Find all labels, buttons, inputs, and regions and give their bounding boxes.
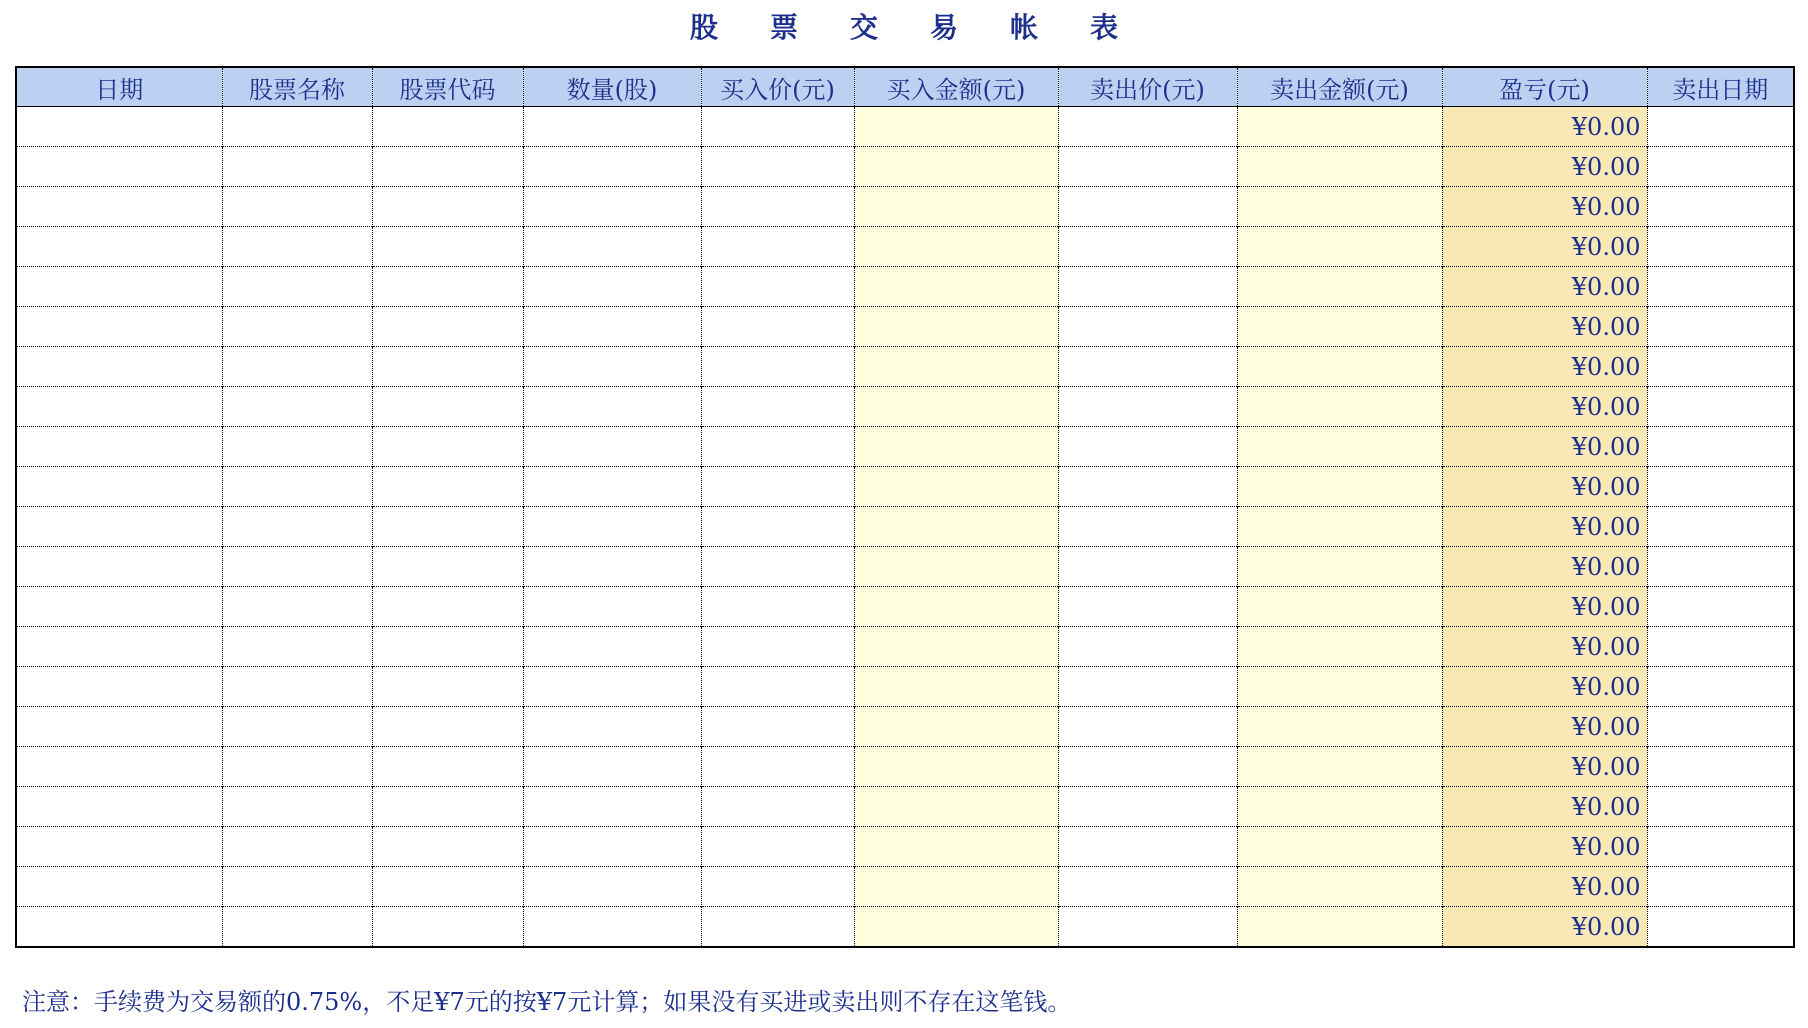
stock-name-cell[interactable] — [222, 867, 372, 907]
sell-date-cell[interactable] — [1647, 787, 1793, 827]
buy-amount-cell[interactable] — [854, 147, 1058, 187]
stock-code-cell[interactable] — [372, 387, 523, 427]
sell-price-cell[interactable] — [1058, 787, 1237, 827]
date-cell[interactable] — [17, 667, 222, 707]
sell-amount-cell[interactable] — [1237, 507, 1442, 547]
stock-code-cell[interactable] — [372, 707, 523, 747]
table-row — [17, 827, 1793, 867]
profit-loss-cell[interactable]: ¥0.00 — [1442, 667, 1647, 707]
stock-code-cell[interactable] — [372, 347, 523, 387]
date-cell[interactable] — [17, 707, 222, 747]
buy-price-cell[interactable] — [701, 107, 854, 147]
buy-amount-cell[interactable] — [854, 347, 1058, 387]
buy-price-cell[interactable] — [701, 507, 854, 547]
buy-price-cell[interactable] — [701, 907, 854, 947]
stock-name-cell[interactable] — [222, 387, 372, 427]
sell-date-cell[interactable] — [1647, 107, 1793, 147]
sell-price-cell[interactable] — [1058, 147, 1237, 187]
date-cell[interactable] — [17, 547, 222, 587]
sell-date-cell[interactable] — [1647, 347, 1793, 387]
profit-loss-cell[interactable]: ¥0.00 — [1442, 227, 1647, 267]
buy-amount-cell[interactable] — [854, 467, 1058, 507]
date-cell[interactable] — [17, 627, 222, 667]
column-header-stock-name[interactable]: 股票名称 — [222, 68, 372, 107]
stock-code-cell[interactable] — [372, 907, 523, 947]
date-cell[interactable] — [17, 387, 222, 427]
ledger-body — [17, 107, 1793, 947]
stock-code-cell[interactable] — [372, 187, 523, 227]
sell-price-cell[interactable] — [1058, 747, 1237, 787]
buy-amount-cell[interactable] — [854, 747, 1058, 787]
stock-name-cell[interactable] — [222, 347, 372, 387]
sell-date-cell[interactable] — [1647, 147, 1793, 187]
stock-name-cell[interactable] — [222, 107, 372, 147]
sell-date-cell[interactable] — [1647, 507, 1793, 547]
column-header-buy-amount[interactable]: 买入金额(元) — [854, 68, 1058, 107]
sell-amount-cell[interactable] — [1237, 627, 1442, 667]
profit-loss-cell[interactable]: ¥0.00 — [1442, 147, 1647, 187]
date-cell[interactable] — [17, 427, 222, 467]
profit-loss-cell[interactable]: ¥0.00 — [1442, 467, 1647, 507]
buy-price-cell[interactable] — [701, 787, 854, 827]
quantity-cell[interactable] — [523, 347, 701, 387]
column-header-profit-loss[interactable]: 盈亏(元) — [1442, 68, 1647, 107]
buy-amount-cell[interactable] — [854, 307, 1058, 347]
stock-name-cell[interactable] — [222, 827, 372, 867]
buy-price-cell[interactable] — [701, 867, 854, 907]
sell-amount-cell[interactable] — [1237, 867, 1442, 907]
sell-amount-cell[interactable] — [1237, 147, 1442, 187]
profit-loss-cell[interactable]: ¥0.00 — [1442, 507, 1647, 547]
stock-code-cell[interactable] — [372, 467, 523, 507]
quantity-cell[interactable] — [523, 307, 701, 347]
date-cell[interactable] — [17, 347, 222, 387]
sell-amount-cell[interactable] — [1237, 787, 1442, 827]
sell-price-cell[interactable] — [1058, 347, 1237, 387]
table-row — [17, 427, 1793, 467]
table-row — [17, 747, 1793, 787]
stock-code-cell[interactable] — [372, 307, 523, 347]
stock-code-cell[interactable] — [372, 107, 523, 147]
sell-amount-cell[interactable] — [1237, 307, 1442, 347]
profit-loss-cell[interactable]: ¥0.00 — [1442, 307, 1647, 347]
profit-loss-cell[interactable]: ¥0.00 — [1442, 707, 1647, 747]
sell-price-cell[interactable] — [1058, 827, 1237, 867]
date-cell[interactable] — [17, 507, 222, 547]
stock-name-cell[interactable] — [222, 667, 372, 707]
buy-price-cell[interactable] — [701, 147, 854, 187]
table-row — [17, 347, 1793, 387]
stock-code-cell[interactable] — [372, 227, 523, 267]
column-header-stock-code[interactable]: 股票代码 — [372, 68, 523, 107]
table-row — [17, 307, 1793, 347]
sell-price-cell[interactable] — [1058, 307, 1237, 347]
buy-price-cell[interactable] — [701, 587, 854, 627]
profit-loss-cell[interactable]: ¥0.00 — [1442, 427, 1647, 467]
sell-date-cell[interactable] — [1647, 547, 1793, 587]
sell-price-cell[interactable] — [1058, 547, 1237, 587]
stock-code-cell[interactable] — [372, 547, 523, 587]
buy-amount-cell[interactable] — [854, 507, 1058, 547]
buy-price-cell[interactable] — [701, 387, 854, 427]
stock-name-cell[interactable] — [222, 147, 372, 187]
buy-price-cell[interactable] — [701, 627, 854, 667]
buy-price-cell[interactable] — [701, 707, 854, 747]
buy-amount-cell[interactable] — [854, 827, 1058, 867]
buy-price-cell[interactable] — [701, 427, 854, 467]
column-header-sell-amount[interactable]: 卖出金额(元) — [1237, 68, 1442, 107]
buy-amount-cell[interactable] — [854, 787, 1058, 827]
date-cell[interactable] — [17, 747, 222, 787]
quantity-cell[interactable] — [523, 787, 701, 827]
buy-amount-cell[interactable] — [854, 547, 1058, 587]
stock-code-cell[interactable] — [372, 267, 523, 307]
stock-code-cell[interactable] — [372, 507, 523, 547]
buy-amount-cell[interactable] — [854, 267, 1058, 307]
sell-amount-cell[interactable] — [1237, 387, 1442, 427]
profit-loss-cell[interactable]: ¥0.00 — [1442, 827, 1647, 867]
stock-code-cell[interactable] — [372, 787, 523, 827]
stock-name-cell[interactable] — [222, 707, 372, 747]
buy-amount-cell[interactable] — [854, 667, 1058, 707]
quantity-cell[interactable] — [523, 867, 701, 907]
fee-note: 注意：手续费为交易额的0.75%，不足¥7元的按¥7元计算；如果没有买进或卖出则不存在这笔钱。 — [22, 988, 1072, 1016]
sell-date-cell[interactable] — [1647, 667, 1793, 707]
quantity-cell[interactable] — [523, 107, 701, 147]
sell-amount-cell[interactable] — [1237, 187, 1442, 227]
table-row — [17, 107, 1793, 147]
column-header-quantity[interactable]: 数量(股) — [523, 68, 701, 107]
table-row — [17, 867, 1793, 907]
stock-code-cell[interactable] — [372, 587, 523, 627]
quantity-cell[interactable] — [523, 187, 701, 227]
stock-name-cell[interactable] — [222, 427, 372, 467]
profit-loss-cell[interactable]: ¥0.00 — [1442, 107, 1647, 147]
sell-date-cell[interactable] — [1647, 427, 1793, 467]
sell-amount-cell[interactable] — [1237, 227, 1442, 267]
buy-price-cell[interactable] — [701, 467, 854, 507]
sell-price-cell[interactable] — [1058, 107, 1237, 147]
column-header-sell-date[interactable]: 卖出日期 — [1647, 68, 1793, 107]
sell-amount-cell[interactable] — [1237, 907, 1442, 947]
buy-price-cell[interactable] — [701, 227, 854, 267]
quantity-cell[interactable] — [523, 467, 701, 507]
sell-price-cell[interactable] — [1058, 667, 1237, 707]
stock-name-cell[interactable] — [222, 267, 372, 307]
buy-amount-cell[interactable] — [854, 427, 1058, 467]
column-header-buy-price[interactable]: 买入价(元) — [701, 68, 854, 107]
sell-date-cell[interactable] — [1647, 627, 1793, 667]
quantity-cell[interactable] — [523, 827, 701, 867]
profit-loss-cell[interactable]: ¥0.00 — [1442, 347, 1647, 387]
table-row — [17, 667, 1793, 707]
date-cell[interactable] — [17, 147, 222, 187]
sell-amount-cell[interactable] — [1237, 827, 1442, 867]
sell-price-cell[interactable] — [1058, 907, 1237, 947]
sell-date-cell[interactable] — [1647, 867, 1793, 907]
buy-amount-cell[interactable] — [854, 387, 1058, 427]
stock-name-cell[interactable] — [222, 587, 372, 627]
table-row — [17, 787, 1793, 827]
sell-date-cell[interactable] — [1647, 467, 1793, 507]
profit-loss-cell[interactable]: ¥0.00 — [1442, 547, 1647, 587]
sell-date-cell[interactable] — [1647, 707, 1793, 747]
profit-loss-cell[interactable]: ¥0.00 — [1442, 907, 1647, 947]
date-cell[interactable] — [17, 907, 222, 947]
sell-amount-cell[interactable] — [1237, 707, 1442, 747]
quantity-cell[interactable] — [523, 147, 701, 187]
buy-amount-cell[interactable] — [854, 227, 1058, 267]
table-row — [17, 187, 1793, 227]
buy-price-cell[interactable] — [701, 307, 854, 347]
table-row — [17, 547, 1793, 587]
table-row — [17, 627, 1793, 667]
sell-date-cell[interactable] — [1647, 187, 1793, 227]
sell-date-cell[interactable] — [1647, 267, 1793, 307]
date-cell[interactable] — [17, 587, 222, 627]
stock-code-cell[interactable] — [372, 427, 523, 467]
sell-date-cell[interactable] — [1647, 827, 1793, 867]
stock-name-cell[interactable] — [222, 547, 372, 587]
ledger-table — [17, 68, 1793, 946]
date-cell[interactable] — [17, 107, 222, 147]
date-cell[interactable] — [17, 307, 222, 347]
sell-price-cell[interactable] — [1058, 707, 1237, 747]
sell-price-cell[interactable] — [1058, 427, 1237, 467]
profit-loss-cell[interactable]: ¥0.00 — [1442, 267, 1647, 307]
date-cell[interactable] — [17, 187, 222, 227]
stock-name-cell[interactable] — [222, 787, 372, 827]
quantity-cell[interactable] — [523, 667, 701, 707]
sell-amount-cell[interactable] — [1237, 107, 1442, 147]
quantity-cell[interactable] — [523, 747, 701, 787]
table-row — [17, 587, 1793, 627]
sell-amount-cell[interactable] — [1237, 747, 1442, 787]
stock-code-cell[interactable] — [372, 667, 523, 707]
sell-date-cell[interactable] — [1647, 747, 1793, 787]
buy-amount-cell[interactable] — [854, 187, 1058, 227]
table-row — [17, 467, 1793, 507]
date-cell[interactable] — [17, 787, 222, 827]
quantity-cell[interactable] — [523, 387, 701, 427]
quantity-cell[interactable] — [523, 587, 701, 627]
stock-name-cell[interactable] — [222, 627, 372, 667]
table-row — [17, 147, 1793, 187]
sell-amount-cell[interactable] — [1237, 467, 1442, 507]
date-cell[interactable] — [17, 227, 222, 267]
buy-price-cell[interactable] — [701, 827, 854, 867]
table-row — [17, 507, 1793, 547]
stock-code-cell[interactable] — [372, 827, 523, 867]
profit-loss-cell[interactable]: ¥0.00 — [1442, 387, 1647, 427]
stock-code-cell[interactable] — [372, 747, 523, 787]
quantity-cell[interactable] — [523, 227, 701, 267]
stock-code-cell[interactable] — [372, 867, 523, 907]
sell-date-cell[interactable] — [1647, 907, 1793, 947]
buy-amount-cell[interactable] — [854, 907, 1058, 947]
stock-name-cell[interactable] — [222, 507, 372, 547]
stock-code-cell[interactable] — [372, 627, 523, 667]
buy-price-cell[interactable] — [701, 747, 854, 787]
quantity-cell[interactable] — [523, 547, 701, 587]
buy-price-cell[interactable] — [701, 347, 854, 387]
header-row — [17, 68, 1793, 107]
buy-price-cell[interactable] — [701, 667, 854, 707]
sell-price-cell[interactable] — [1058, 507, 1237, 547]
sell-price-cell[interactable] — [1058, 467, 1237, 507]
sell-price-cell[interactable] — [1058, 627, 1237, 667]
profit-loss-cell[interactable]: ¥0.00 — [1442, 587, 1647, 627]
buy-price-cell[interactable] — [701, 547, 854, 587]
stock-name-cell[interactable] — [222, 747, 372, 787]
table-row — [17, 707, 1793, 747]
stock-name-cell[interactable] — [222, 227, 372, 267]
stock-name-cell[interactable] — [222, 467, 372, 507]
sell-price-cell[interactable] — [1058, 387, 1237, 427]
sell-date-cell[interactable] — [1647, 227, 1793, 267]
sell-amount-cell[interactable] — [1237, 667, 1442, 707]
stock-name-cell[interactable] — [222, 307, 372, 347]
sell-date-cell[interactable] — [1647, 307, 1793, 347]
sell-amount-cell[interactable] — [1237, 587, 1442, 627]
quantity-cell[interactable] — [523, 267, 701, 307]
quantity-cell[interactable] — [523, 627, 701, 667]
buy-price-cell[interactable] — [701, 187, 854, 227]
table-row — [17, 387, 1793, 427]
sell-amount-cell[interactable] — [1237, 267, 1442, 307]
profit-loss-cell[interactable]: ¥0.00 — [1442, 187, 1647, 227]
sell-amount-cell[interactable] — [1237, 427, 1442, 467]
profit-loss-cell[interactable]: ¥0.00 — [1442, 747, 1647, 787]
sell-price-cell[interactable] — [1058, 227, 1237, 267]
quantity-cell[interactable] — [523, 427, 701, 467]
stock-code-cell[interactable] — [372, 147, 523, 187]
column-header-date[interactable]: 日期 — [17, 68, 222, 107]
sell-price-cell[interactable] — [1058, 187, 1237, 227]
table-row — [17, 267, 1793, 307]
date-cell[interactable] — [17, 867, 222, 907]
sell-date-cell[interactable] — [1647, 587, 1793, 627]
table-row — [17, 907, 1793, 947]
date-cell[interactable] — [17, 467, 222, 507]
sell-price-cell[interactable] — [1058, 267, 1237, 307]
buy-amount-cell[interactable] — [854, 707, 1058, 747]
stock-name-cell[interactable] — [222, 907, 372, 947]
sell-amount-cell[interactable] — [1237, 547, 1442, 587]
ledger-sheet — [15, 66, 1795, 948]
sell-date-cell[interactable] — [1647, 387, 1793, 427]
date-cell[interactable] — [17, 267, 222, 307]
profit-loss-cell[interactable]: ¥0.00 — [1442, 787, 1647, 827]
sell-price-cell[interactable] — [1058, 867, 1237, 907]
buy-price-cell[interactable] — [701, 267, 854, 307]
buy-amount-cell[interactable] — [854, 107, 1058, 147]
table-row — [17, 227, 1793, 267]
buy-amount-cell[interactable] — [854, 627, 1058, 667]
buy-amount-cell[interactable] — [854, 587, 1058, 627]
date-cell[interactable] — [17, 827, 222, 867]
column-header-sell-price[interactable]: 卖出价(元) — [1058, 68, 1237, 107]
buy-amount-cell[interactable] — [854, 867, 1058, 907]
quantity-cell[interactable] — [523, 707, 701, 747]
sell-price-cell[interactable] — [1058, 587, 1237, 627]
profit-loss-cell[interactable]: ¥0.00 — [1442, 627, 1647, 667]
sheet-title: 股票交易帐表 — [689, 11, 1170, 44]
quantity-cell[interactable] — [523, 907, 701, 947]
sell-amount-cell[interactable] — [1237, 347, 1442, 387]
profit-loss-cell[interactable]: ¥0.00 — [1442, 867, 1647, 907]
stock-name-cell[interactable] — [222, 187, 372, 227]
quantity-cell[interactable] — [523, 507, 701, 547]
